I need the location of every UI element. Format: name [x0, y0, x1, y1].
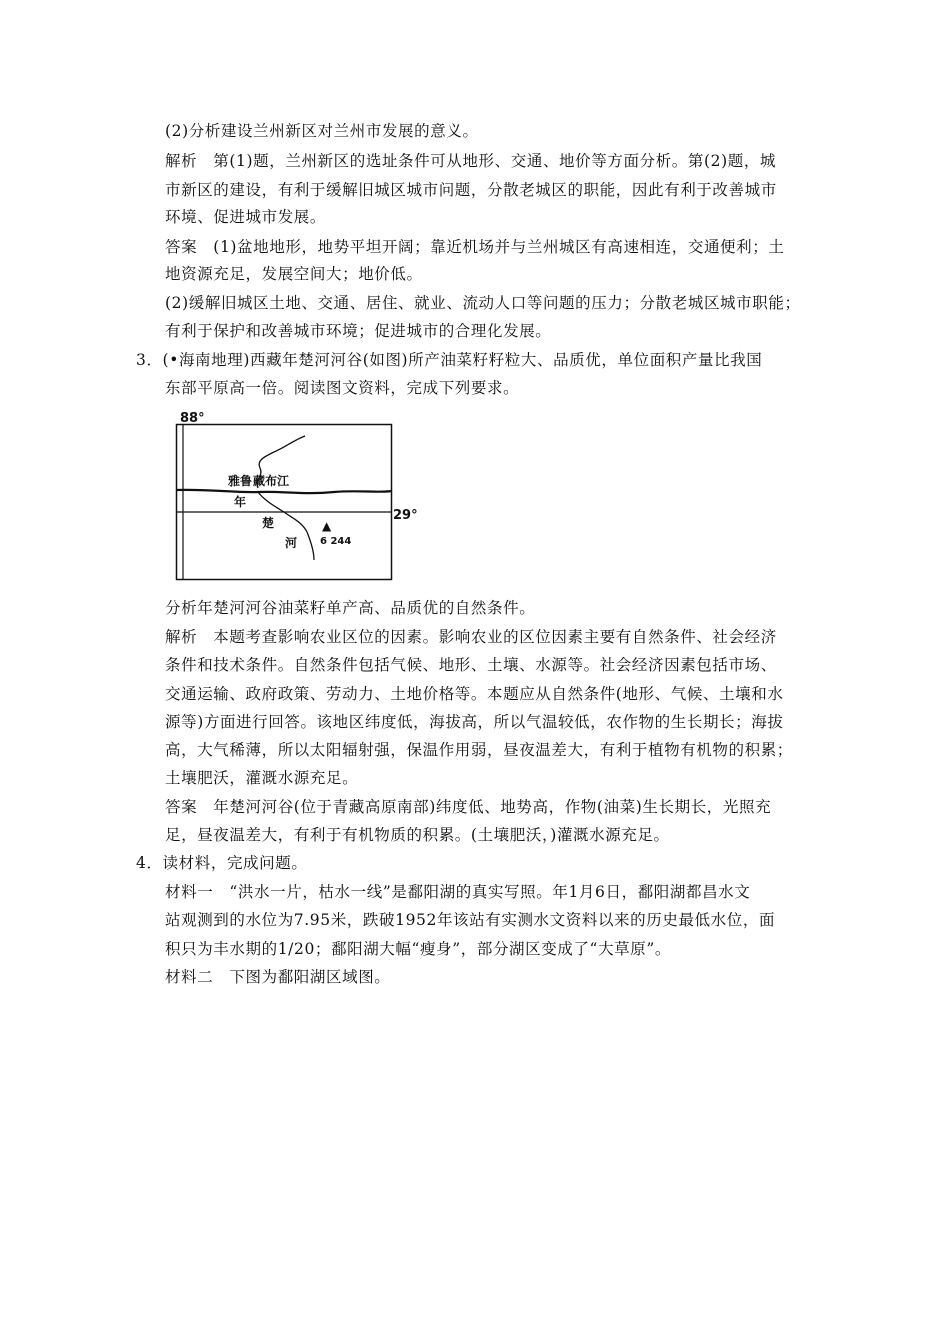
answer-line: 答案 (1)盆地地形，地势平坦开阔；靠近机场并与兰州城区有高速相连，交通便利；土 — [165, 238, 785, 256]
question-3-prompt: 分析年楚河河谷油菜籽单产高、品质优的自然条件。 — [165, 599, 536, 617]
map-frame — [177, 425, 392, 580]
analysis-line: 条件和技术条件。自然条件包括气候、地形、土壤、水源等。社会经济因素包括市场、 — [165, 656, 777, 674]
river-label: 藏布江 — [253, 474, 290, 488]
material-line: 材料一 “洪水一片，枯水一线”是鄱阳湖的真实写照。年1月6日，鄱阳湖都昌水文 — [165, 883, 751, 901]
analysis-line: 高，大气稀薄，所以太阳辐射强，保温作用弱，昼夜温差大，有利于植物有机物的积累； — [165, 741, 793, 759]
answer-line: 答案 年楚河河谷(位于青藏高原南部)纬度低、地势高，作物(油菜)生长期长，光照充 — [165, 798, 772, 816]
analysis-line: 解析 第(1)题，兰州新区的选址条件可从地形、交通、地价等方面分析。第(2)题，城 — [165, 152, 777, 170]
nianchu-label: 楚 — [262, 516, 275, 530]
analysis-line: 土壤肥沃，灌溉水源充足。 — [165, 769, 359, 787]
question-3-stem: 3．(•海南地理)西藏年楚河河谷(如图)所产油菜籽籽粒大、品质优，单位面积产量比我国 — [136, 351, 763, 369]
question-4-stem: 4．读材料，完成问题。 — [136, 854, 308, 872]
answer-line: (2)缓解旧城区土地、交通、居住、就业、流动人口等问题的压力；分散老城区城市职能； — [165, 294, 801, 312]
nianchu-river-map — [174, 410, 424, 582]
question-3-stem: 东部平原高一倍。阅读图文资料，完成下列要求。 — [165, 379, 520, 397]
answer-line: 有利于保护和改善城市环境；促进城市的合理化发展。 — [165, 322, 552, 340]
answer-line: 足，昼夜温差大，有利于有机物质的积累。(土壤肥沃，)灌溉水源充足。 — [165, 826, 670, 844]
nianchu-label: 河 — [285, 536, 298, 550]
peak-icon: ▲ — [322, 519, 332, 533]
analysis-line: 源等)方面进行回答。该地区纬度低，海拔高，所以气温较低，农作物的生长期长；海拔 — [165, 713, 784, 731]
analysis-line: 环境、促进城市发展。 — [165, 208, 327, 226]
longitude-label: 88° — [180, 411, 205, 426]
question-2-part-2: (2)分析建设兰州新区对兰州市发展的意义。 — [165, 122, 479, 140]
yarlung-tsangpo-river — [176, 490, 392, 493]
answer-line: 地资源充足，发展空间大；地价低。 — [165, 265, 423, 283]
nianchu-label: 年 — [234, 495, 247, 509]
latitude-label: 29° — [393, 508, 418, 523]
material-line: 积只为丰水期的1/20；鄱阳湖大幅“瘦身”，部分湖区变成了“大草原”。 — [165, 940, 672, 958]
material-line: 站观测到的水位为7.95米，跌破1952年该站有实测水文资料以来的历史最低水位，面 — [165, 911, 776, 929]
analysis-line: 市新区的建设，有利于缓解旧城区城市问题，分散老城区的职能，因此有利于改善城市 — [165, 181, 777, 199]
peak-elevation-label: 6 244 — [320, 536, 352, 547]
analysis-line: 交通运输、政府政策、劳动力、土地价格等。本题应从自然条件(地形、气候、土壤和水 — [165, 685, 784, 703]
material-line: 材料二 下图为鄱阳湖区域图。 — [165, 968, 391, 986]
analysis-line: 解析 本题考查影响农业区位的因素。影响农业的区位因素主要有自然条件、社会经济 — [165, 628, 777, 646]
river-label: 雅鲁 — [228, 474, 253, 488]
